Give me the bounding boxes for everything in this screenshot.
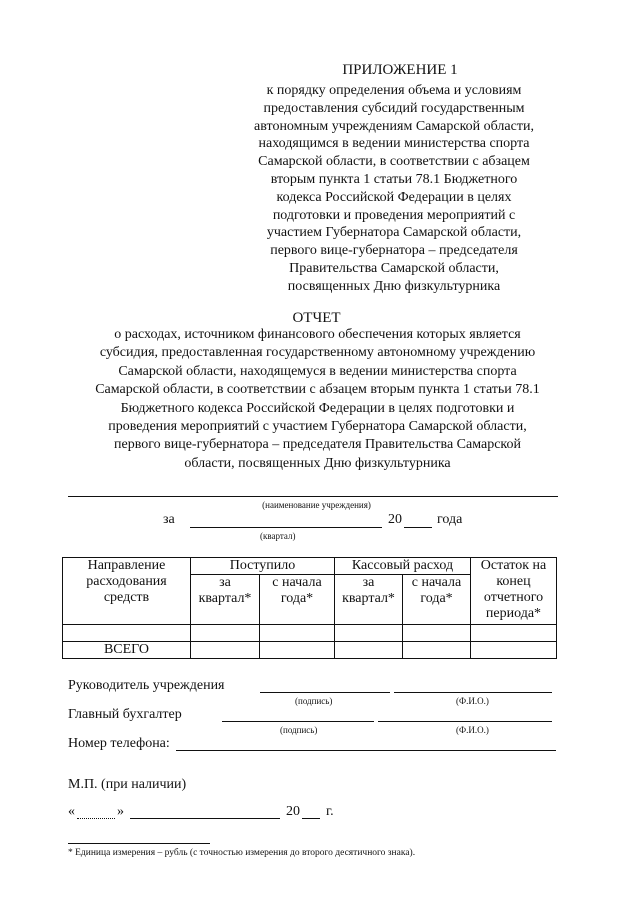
header-received-ytd: с начала года* [260, 575, 335, 625]
year-prefix: 20 [388, 512, 402, 527]
report-title: ОТЧЕТ [292, 310, 341, 326]
table-cell[interactable] [191, 625, 260, 642]
stamp-label: М.П. (при наличии) [68, 777, 187, 792]
za-label: за [163, 512, 175, 527]
report-line: проведения мероприятий с участием Губернатора Самарской области, [108, 419, 527, 435]
footnote: * Единица измерения – рубль (с точностью измерения до второго десятичного знака). [68, 848, 416, 858]
header-direction: Направление расходования средств [63, 558, 191, 625]
date-close-quote: » [117, 804, 124, 819]
date-month-field[interactable] [130, 818, 280, 819]
date-year-suffix: г. [326, 804, 334, 819]
accountant-name-caption: (Ф.И.О.) [456, 725, 489, 735]
year-field[interactable] [404, 527, 432, 528]
header-cash: Кассовый расход [335, 558, 471, 575]
date-day-field[interactable] [77, 818, 115, 819]
total-label: ВСЕГО [63, 642, 191, 659]
header-cash-quarter: за квартал* [335, 575, 403, 625]
institution-caption: (наименование учреждения) [262, 500, 371, 510]
report-line: о расходах, источником финансового обеспечения которых является [114, 327, 521, 342]
accountant-signature-field[interactable] [222, 721, 374, 722]
table-cell[interactable] [471, 642, 557, 659]
appendix-line: Правительства Самарской области, [289, 260, 499, 276]
head-signature-field[interactable] [260, 692, 390, 693]
appendix-title: ПРИЛОЖЕНИЕ 1 [342, 62, 458, 78]
year-suffix: года [437, 512, 463, 527]
table-cell[interactable] [63, 625, 191, 642]
report-line: Бюджетного кодекса Российской Федерации в целях подготовки и [120, 400, 515, 416]
report-line: субсидия, предоставленная государственному автономному учреждению [99, 345, 536, 361]
appendix-line: к порядку определения объема и условиям [266, 83, 522, 98]
report-line: первого вице-губернатора – председателя Правительства Самарской [113, 437, 521, 453]
report-text [70, 326, 565, 473]
appendix-line: участием Губернатора Самарской области, [266, 225, 522, 241]
appendix-line: вторым пункта 1 статьи 78.1 Бюджетного [270, 171, 518, 187]
total-row [63, 642, 557, 659]
report-line: области, посвященных Дню физкультурника [184, 455, 451, 471]
phone-field[interactable] [176, 750, 556, 751]
head-label: Руководитель учреждения [68, 678, 225, 693]
table-cell[interactable] [403, 625, 471, 642]
table-cell[interactable] [191, 642, 260, 659]
appendix-text [238, 82, 550, 296]
quarter-field[interactable] [190, 527, 382, 528]
report-table [62, 557, 557, 659]
accountant-label: Главный бухгалтер [68, 707, 182, 722]
appendix-line: первого вице-губернатора – председателя [270, 243, 518, 259]
appendix-line: предоставления субсидий государственным [263, 100, 525, 116]
quarter-caption: (квартал) [260, 531, 296, 541]
report-line: Самарской области, находящемуся в ведении министерства спорта [118, 363, 517, 379]
table-cell[interactable] [260, 625, 335, 642]
report-line: Самарской области, в соответствии с абзацем вторым пункта 1 статьи 78.1 [95, 382, 540, 398]
institution-name-field[interactable] [68, 496, 558, 497]
table-cell[interactable] [471, 625, 557, 642]
phone-label: Номер телефона: [68, 736, 170, 751]
head-name-caption: (Ф.И.О.) [456, 696, 489, 706]
appendix-line: Самарской области, в соответствии с абзацем [258, 154, 530, 170]
appendix-line: кодекса Российской Федерации в целях [276, 189, 512, 205]
appendix-line: посвященных Дню физкультурника [287, 278, 501, 294]
table-cell[interactable] [403, 642, 471, 659]
table-cell[interactable] [260, 642, 335, 659]
date-year-prefix: 20 [286, 804, 300, 819]
date-year-field[interactable] [302, 818, 320, 819]
footnote-separator [68, 843, 210, 844]
table-row [63, 625, 557, 642]
head-name-field[interactable] [394, 692, 552, 693]
appendix-line: автономным учреждениям Самарской области, [254, 118, 534, 134]
accountant-sign-caption: (подпись) [280, 725, 318, 735]
header-cash-ytd: с начала года* [403, 575, 471, 625]
header-balance: Остаток на конец отчетного периода* [471, 558, 557, 625]
table-cell[interactable] [335, 625, 403, 642]
appendix-line: подготовки и проведения мероприятий с [272, 207, 516, 223]
header-received: Поступило [191, 558, 335, 575]
head-sign-caption: (подпись) [295, 696, 333, 706]
date-open-quote: « [68, 804, 75, 819]
header-received-quarter: за квартал* [191, 575, 260, 625]
accountant-name-field[interactable] [378, 721, 552, 722]
table-cell[interactable] [335, 642, 403, 659]
appendix-line: находящимся в ведении министерства спорта [258, 136, 530, 152]
